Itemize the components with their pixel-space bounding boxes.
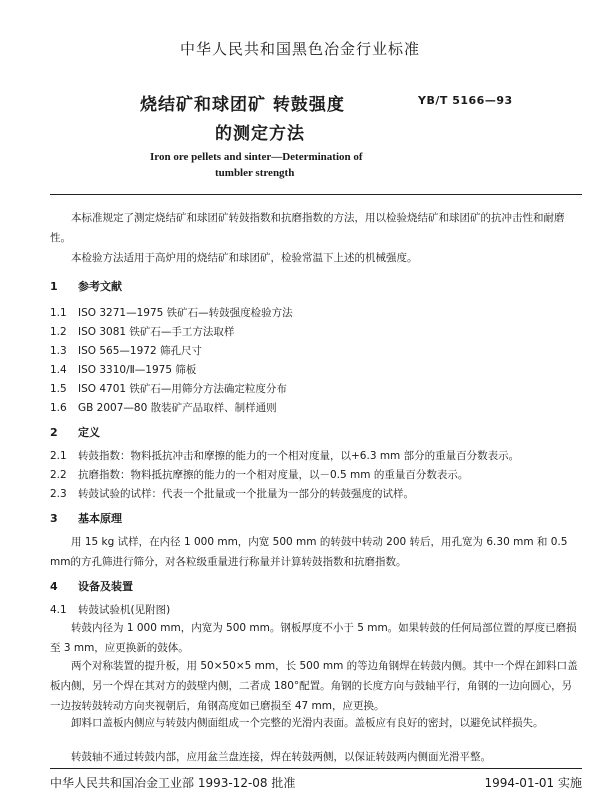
english-title-line1: Iron ore pellets and sinter—Determination of [150, 151, 363, 163]
list-item: 1.6 GB 2007—80 散装矿产品取样、制样通则 [50, 402, 277, 414]
principle-paragraph: 用 15 kg 试样，在内径 1 000 mm，内宽 500 mm 的转鼓中转动 200 转后，用孔宽为 6.30 mm 和 0.5 mm的方孔筛进行筛分，对各粒级重量进行称量并计算转鼓指数和抗磨指数。 [50, 536, 568, 568]
section-3-heading [50, 510, 122, 526]
list-item: 1.5 ISO 4701 铁矿石—用筛分方法确定粒度分布 [50, 383, 287, 395]
definition-item: 2.1 转鼓指数：物料抵抗冲击和摩擦的能力的一个相对度量，以+6.3 mm 部分的重量百分数表示。 [50, 450, 520, 462]
section-1-heading [50, 278, 122, 294]
definition-item: 2.3 转鼓试验的试样：代表一个批量或一个批量为一部分的转鼓强度的试样。 [50, 488, 414, 500]
standard-category-header: 中华人民共和国黑色冶金行业标准 [179, 40, 420, 58]
equipment-paragraph-1: 转鼓内径为 1 000 mm，内宽为 500 mm。钢板厚度不小于 5 mm。如果转鼓的任何局部位置的厚度已磨损至 3 mm，应更换新的鼓体。 [50, 622, 577, 654]
section-title: 基本原理 [78, 512, 122, 525]
section-title: 参考文献 [78, 280, 122, 293]
subsection-4-1-heading: 4.1 转鼓试验机(见附图) [50, 604, 171, 616]
equipment-paragraph-2: 两个对称装置的提升板，用 50×50×5 mm，长 500 mm 的等边角钢焊在转鼓内侧。其中一个焊在卸料口盖板内侧，另一个焊在其对方的鼓壁内侧，二者成 180°配置。角钢的长度方向与鼓轴平行，角钢的一边向圆心，另一边按转鼓转动方向夹视朝后，角钢高度如已磨损至 47 mm，应更换。 [50, 660, 578, 712]
document-title-line2: 的测定方法 [215, 124, 305, 144]
standard-number: YB/T 5166—93 [418, 94, 513, 107]
section-number: 2 [50, 426, 58, 439]
intro-paragraph-2: 本检验方法适用于高炉用的烧结矿和球团矿，检验常温下上述的机械强度。 [71, 252, 418, 264]
section-number: 3 [50, 512, 58, 525]
english-title-line2: tumbler strength [215, 167, 295, 179]
top-divider [50, 194, 582, 195]
list-item: 1.1 ISO 3271—1975 铁矿石—转鼓强度检验方法 [50, 307, 293, 319]
section-title: 定义 [78, 426, 100, 439]
bottom-divider [50, 768, 582, 769]
list-item: 1.4 ISO 3310/Ⅱ—1975 筛板 [50, 364, 197, 376]
list-item: 1.3 ISO 565—1972 筛孔尺寸 [50, 345, 202, 357]
document-title-line1: 烧结矿和球团矿 转鼓强度 [140, 95, 345, 115]
implementation-date: 1994-01-01 实施 [484, 776, 582, 790]
section-number: 4 [50, 580, 58, 593]
equipment-paragraph-4: 转鼓轴不通过转鼓内部，应用盆兰盘连接，焊在转鼓两侧，以保证转鼓两内侧面光滑平整。 [71, 751, 491, 763]
intro-paragraph-1: 本标准规定了测定烧结矿和球团矿转鼓指数和抗磨指数的方法，用以检验烧结矿和球团矿的抗冲击性和耐磨性。 [50, 212, 565, 244]
section-2-heading [50, 424, 100, 440]
section-number: 1 [50, 280, 58, 293]
section-4-heading [50, 578, 133, 594]
equipment-paragraph-3: 卸料口盖板内侧应与转鼓内侧面组成一个完整的光滑内表面。盖板应有良好的密封，以避免试样损失。 [71, 717, 544, 729]
definition-item: 2.2 抗磨指数：物料抵抗摩擦的能力的一个相对度量，以－0.5 mm 的重量百分数表示。 [50, 469, 469, 481]
section-title: 设备及装置 [78, 580, 133, 593]
approval-line: 中华人民共和国冶金工业部 1993-12-08 批准 [50, 776, 296, 790]
list-item: 1.2 ISO 3081 铁矿石—手工方法取样 [50, 326, 235, 338]
